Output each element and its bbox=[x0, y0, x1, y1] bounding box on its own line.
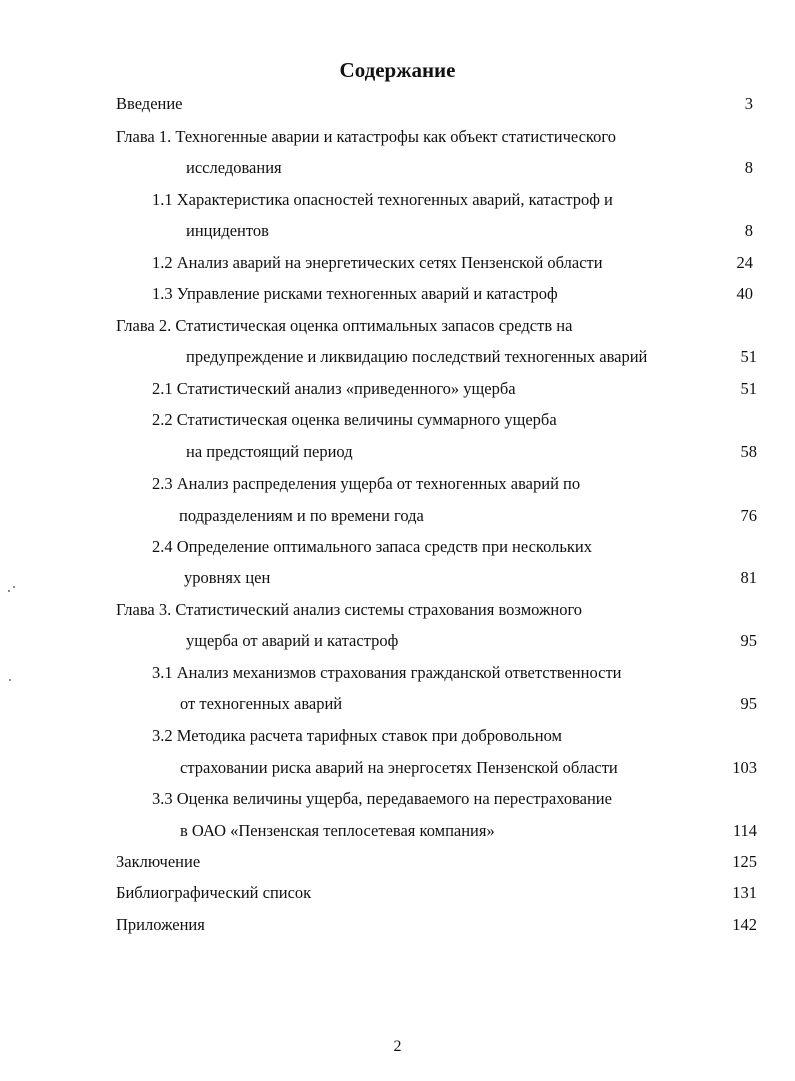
toc-s2-3-line2: подразделениям и по времени года bbox=[179, 506, 424, 525]
toc-s3-1-line1: 3.1 Анализ механизмов страхования гражданской ответственности bbox=[152, 663, 622, 682]
toc-s3-3-line2: в ОАО «Пензенская теплосетевая компания» bbox=[180, 821, 495, 840]
toc-s1-1-line1: 1.1 Характеристика опасностей техногенных аварий, катастроф и bbox=[152, 190, 613, 209]
toc-s2-4-line2: уровнях цен bbox=[184, 568, 271, 587]
toc-s2-2-line2: на предстоящий период bbox=[186, 442, 353, 461]
toc-s2-2-line1: 2.2 Статистическая оценка величины суммарного ущерба bbox=[152, 410, 557, 429]
scan-speck bbox=[13, 586, 15, 588]
toc-s1-1-line2: инцидентов bbox=[186, 221, 269, 240]
toc-bibliography-page: 131 bbox=[732, 883, 757, 902]
toc-ch3-line2: ущерба от аварий и катастроф bbox=[186, 631, 399, 650]
toc-appendix-page: 142 bbox=[732, 915, 757, 934]
toc-s2-3-page: 76 bbox=[740, 506, 757, 525]
scan-speck bbox=[8, 590, 10, 592]
toc-s3-3-line1: 3.3 Оценка величины ущерба, передаваемого на перестрахование bbox=[152, 789, 612, 808]
toc-s3-1-line2: от техногенных аварий bbox=[180, 694, 343, 713]
toc-conclusion-page: 125 bbox=[732, 852, 757, 871]
toc-appendix: Приложения bbox=[116, 915, 205, 934]
toc-ch3-line1: Глава 3. Статистический анализ системы страхования возможного bbox=[116, 600, 583, 619]
toc-s3-2-line2: страховании риска аварий на энергосетях Пензенской области bbox=[180, 758, 618, 777]
toc-conclusion: Заключение bbox=[116, 852, 201, 871]
toc-s2-3-line1: 2.3 Анализ распределения ущерба от техногенных аварий по bbox=[152, 474, 581, 493]
toc-s3-2-page: 103 bbox=[732, 758, 757, 777]
toc-ch2-line2: предупреждение и ликвидацию последствий техногенных аварий bbox=[186, 347, 648, 366]
toc-s3-3-page: 114 bbox=[732, 821, 757, 840]
toc-s2-4-line1: 2.4 Определение оптимального запаса средств при нескольких bbox=[152, 537, 592, 556]
toc-bibliography: Библиографический список bbox=[116, 883, 312, 902]
scan-speck bbox=[9, 679, 11, 681]
toc-s2-1-page: 51 bbox=[740, 379, 757, 398]
toc-ch3-page: 95 bbox=[740, 631, 757, 650]
toc-s1-2: 1.2 Анализ аварий на энергетических сетях Пензенской области bbox=[152, 253, 603, 272]
toc-s1-3: 1.3 Управление рисками техногенных аварий и катастроф bbox=[152, 284, 558, 303]
toc-ch1-line2: исследования bbox=[186, 158, 282, 177]
toc-s2-2-page: 58 bbox=[740, 442, 757, 461]
toc-s1-3-page: 40 bbox=[736, 284, 753, 303]
toc-s1-1-page: 8 bbox=[744, 221, 753, 240]
toc-intro-page: 3 bbox=[744, 94, 753, 113]
toc-intro: Введение bbox=[116, 94, 183, 113]
toc-s3-1-page: 95 bbox=[740, 694, 757, 713]
toc-ch2-line1: Глава 2. Статистическая оценка оптимальных запасов средств на bbox=[116, 316, 573, 335]
page-number: 2 bbox=[393, 1038, 402, 1055]
toc-ch1-line1: Глава 1. Техногенные аварии и катастрофы как объект статистического bbox=[116, 127, 616, 146]
toc-ch1-page: 8 bbox=[744, 158, 753, 177]
page-title: Содержание bbox=[339, 58, 456, 82]
toc-s2-4-page: 81 bbox=[740, 568, 757, 587]
toc-s3-2-line1: 3.2 Методика расчета тарифных ставок при добровольном bbox=[152, 726, 562, 745]
toc-ch2-page: 51 bbox=[740, 347, 757, 366]
toc-s2-1: 2.1 Статистический анализ «приведенного» ущерба bbox=[152, 379, 516, 398]
toc-s1-2-page: 24 bbox=[736, 253, 753, 272]
